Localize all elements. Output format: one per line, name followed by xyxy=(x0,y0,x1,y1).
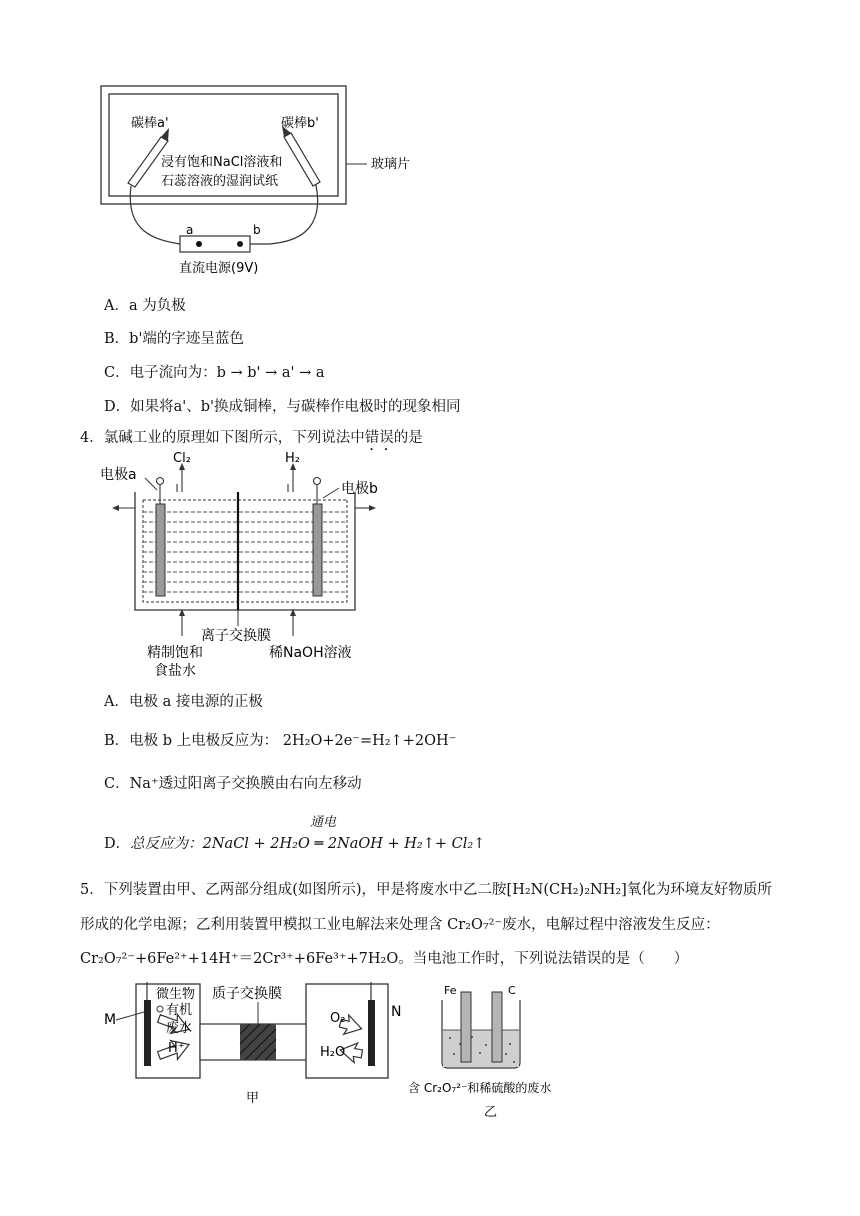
q4-option-a xyxy=(104,690,263,711)
q3-option-b xyxy=(104,327,244,348)
q3-option-b-text: b'端的字迹呈蓝色 xyxy=(129,331,244,347)
q4-option-d-text: 总反应为：2NaCl + 2H₂O ═ 2NaOH + H₂↑+ Cl₂↑ xyxy=(130,836,486,852)
cl2-label: Cl₂ xyxy=(173,451,191,466)
q4-stem-pre: 氯碱工业的原理如下图所示，下列说法中 xyxy=(103,430,365,446)
figure-paper-electrolysis xyxy=(95,82,425,282)
q5-stem-line1 xyxy=(80,878,772,899)
wire-a xyxy=(130,186,180,244)
q4-option-b-text: 电极 b 上电极反应为： 2H₂O+2e⁻=H₂↑+2OH⁻ xyxy=(129,733,457,749)
terminal-a-label: a xyxy=(186,223,194,237)
q4-option-a-text: 电极 a 接电源的正极 xyxy=(128,694,263,710)
paper-label-line1: 浸有饱和NaCl溶液和 xyxy=(161,155,283,170)
hplus-label: H⁺ xyxy=(168,1041,185,1056)
wire-b xyxy=(269,185,318,244)
electrode-a-icon xyxy=(156,504,165,596)
q3-option-d-label: D． xyxy=(104,399,131,415)
q4-option-d-condition: 通电 xyxy=(310,815,337,830)
q4-option-d xyxy=(104,832,485,853)
q3-option-c-label: C． xyxy=(104,365,130,381)
q3-option-a xyxy=(104,294,186,315)
electrode-n-icon xyxy=(368,1000,375,1066)
carbon-rod-b-icon xyxy=(282,126,320,186)
q3-option-a-text: a 为负极 xyxy=(128,298,186,314)
q4-option-d-label: D． xyxy=(104,836,131,852)
q3-option-c-text: 电子流向为：b → b' → a' → a xyxy=(129,365,325,381)
q4-option-c-label: C． xyxy=(104,776,130,792)
q4-stem-post: 的是 xyxy=(393,430,423,446)
q4-option-a-label: A． xyxy=(104,694,129,710)
q3-option-d xyxy=(104,395,461,416)
q5-line1-text: 下列装置由甲、乙两部分组成(如图所示)，甲是将废水中乙二胺[H₂N(CH₂)₂NH₂]氧化为环境友好物质所 xyxy=(103,882,772,898)
beaker-icon xyxy=(442,1000,520,1068)
organic-label-line2: 废水 xyxy=(166,1021,193,1036)
waste-label: 含 Cr₂O₇²⁻和稀硫酸的废水 xyxy=(408,1081,552,1095)
naoh-label: 稀NaOH溶液 xyxy=(269,645,352,661)
q3-option-d-text: 如果将a'、b'换成铜棒，与碳棒作电极时的现象相同 xyxy=(130,399,461,415)
membrane-label: 离子交换膜 xyxy=(201,628,271,644)
q5-stem-line3: Cr₂O₇²⁻+6Fe²⁺+14H⁺＝2Cr³⁺+6Fe³⁺+7H₂O。当电池工作时，下列说法错误的是（ ） xyxy=(80,951,689,967)
brine-label-line1: 精制饱和 xyxy=(147,645,203,661)
q4-option-b-label: B． xyxy=(104,733,130,749)
c-electrode-icon xyxy=(492,992,502,1062)
q4-option-c xyxy=(104,772,362,793)
q4-number: 4． xyxy=(80,430,104,446)
n-label: N xyxy=(391,1004,402,1020)
terminal-b-label: b xyxy=(253,223,261,237)
figure-chlor-alkali-cell xyxy=(95,450,395,680)
m-label: M xyxy=(104,1012,117,1028)
microbe-label: 微生物 xyxy=(156,987,196,1002)
fe-electrode-icon xyxy=(461,992,471,1062)
o2-label: O₂ xyxy=(330,1011,346,1026)
brine-label-line2: 食盐水 xyxy=(154,663,196,679)
h2-label: H₂ xyxy=(285,451,300,466)
electrode-m-icon xyxy=(144,1000,151,1066)
figure-fuel-cell-and-electrolysis xyxy=(100,982,590,1122)
right-rod-label: 碳棒b' xyxy=(281,116,319,131)
q4-stem-emphasis: 错误 xyxy=(364,430,394,446)
electrode-b-icon xyxy=(313,504,322,596)
c-label: C xyxy=(508,984,516,997)
left-rod-label: 碳棒a' xyxy=(131,116,169,131)
q5-number: 5． xyxy=(80,882,104,898)
organic-label-line1: 有机 xyxy=(166,1003,193,1018)
q4-option-b xyxy=(104,729,456,750)
glass-label: 玻璃片 xyxy=(371,157,411,172)
q3-option-a-label: A． xyxy=(104,298,129,314)
power-label: 直流电源(9V) xyxy=(179,261,259,276)
q3-option-c xyxy=(104,361,325,382)
electrode-b-label: 电极b xyxy=(341,481,378,497)
q4-option-c-text: Na⁺透过阳离子交换膜由右向左移动 xyxy=(129,776,362,792)
pem-label: 质子交换膜 xyxy=(212,986,282,1002)
yi-label: 乙 xyxy=(484,1105,498,1120)
jia-label: 甲 xyxy=(246,1091,260,1106)
q5-stem-line2: 形成的化学电源；乙利用装置甲模拟工业电解法来处理含 Cr₂O₇²⁻废水，电解过程中溶液发生反应： xyxy=(80,917,720,933)
q3-option-b-label: B． xyxy=(104,331,130,347)
fe-label: Fe xyxy=(444,984,457,997)
h2o-label: H₂O xyxy=(320,1045,346,1060)
electrode-a-label: 电极a xyxy=(100,467,137,483)
paper-label-line2: 石蕊溶液的湿润试纸 xyxy=(161,174,279,189)
